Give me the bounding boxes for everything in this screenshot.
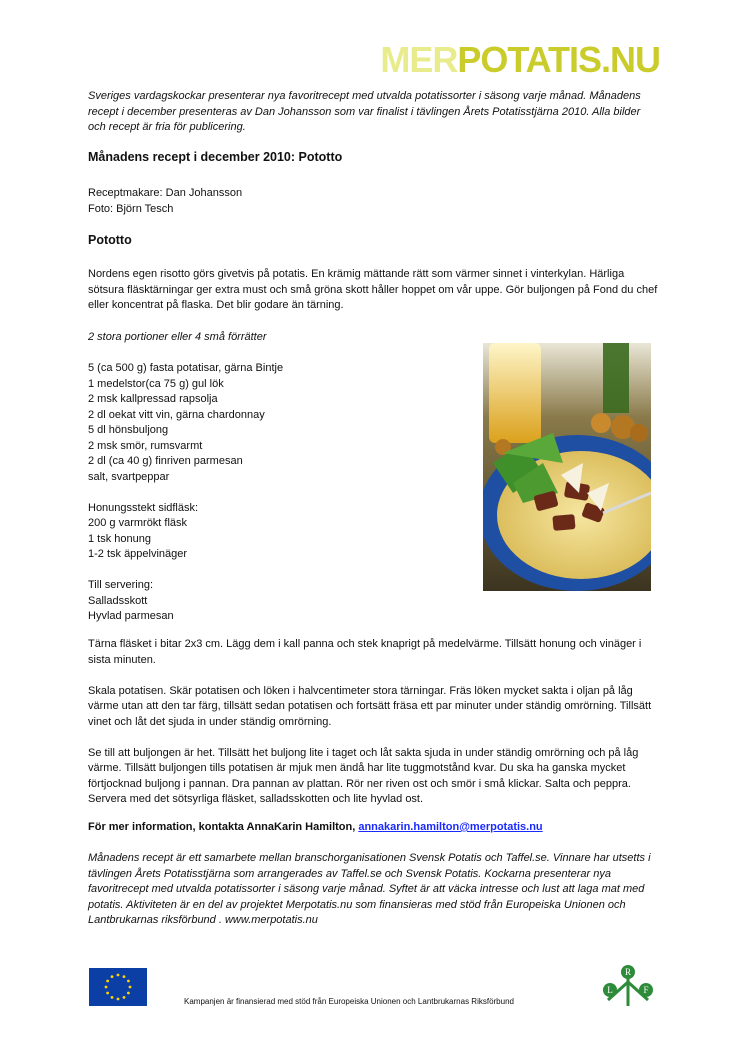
credits [88,186,660,217]
serving-heading: Till servering: [88,579,153,591]
logo-nu: .NU [601,39,660,80]
page-title: Månadens recept i december 2010: Pototto [88,150,343,164]
photo-line [88,202,660,218]
lrf-letter-r: R [624,967,632,977]
recipe-name: Pototto [88,233,132,247]
lrf-letter-f: F [643,985,649,995]
photo-label: Foto: [88,202,114,215]
portions: 2 stora portioner eller 4 små förrätter [88,331,267,343]
contact-line [88,820,660,836]
recipe-description: Nordens egen risotto görs givetvis på potatis. En krämig mättande rätt som värmer sinnet i vinterkylan. Härliga sötsura fläsktärningar ger extra must och små gröna skott håller hoppet om vår uppe. Gör buljongen på Fond du chef eller koncentrat på flaska. Det blir godare än tärning. [88,268,658,311]
step-paragraph: Skala potatisen. Skär potatisen och löken i halvcentimeter stora tärningar. Fräs löken mycket sakta i oljan på låg värme utan att den tar färg, tillsätt sedan potatisen och fortsätt fräsa ett par minuter under ständig omrörning. Tillsätt vinet och låt det sjuda in under ständig omrörning. [88,684,652,728]
ingredient-item: 2 dl (ca 40 g) finriven parmesan [88,455,243,467]
recipe-photo-illustration [483,343,651,591]
bacon-item: 1 tsk honung [88,532,151,545]
recipe-photo [483,343,651,591]
ingredient-item: 1 medelstor(ca 75 g) gul lök [88,377,224,390]
serving-item: Salladsskott [88,594,148,607]
lrf-logo-icon [598,962,658,1010]
contact-text: För mer information, kontakta AnnaKarin Hamilton, [88,821,359,833]
logo-potatis: POTATIS [457,39,601,80]
ingredient-item: salt, svartpeppar [88,470,170,483]
bacon-item: 1-2 tsk äppelvinäger [88,548,188,560]
funding-note: Kampanjen är finansierad med stöd från Europeiska Unionen och Lantbrukarnas Riksförbund [184,997,514,1006]
step-paragraph: Se till att buljongen är het. Tillsätt het buljong lite i taget och låt sakta sjuda in under ständig omrörning och på låg värme. Tillsätt buljongen tills potatisen är mjuk men ändå har lite tuggmotstånd kvar. Du ska ha ganska mycket förtjocknad buljong i pannan. Dra pannan av plattan. Rör ner riven ost och smör i små klickar. Salta och peppra. Servera med det sötsyrliga fläsket, salladsskotten och lite hyvlad ost. [88,746,639,805]
lrf-letter-l: L [607,985,613,995]
ingredient-item: 2 msk kallpressad rapsolja [88,393,218,405]
ingredient-item: 2 dl oekat vitt vin, gärna chardonnay [88,408,265,421]
ingredient-item: 5 dl hönsbuljong [88,424,169,436]
contact-email-link[interactable]: annakarin.hamilton@merpotatis.nu [358,821,543,833]
intro-paragraph: Sveriges vardagskockar presenterar nya favoritrecept med utvalda potatissorter i säsong varje månad. Månadens recept i december presenteras av Dan Johansson som var finalist i tävlingen Årets Potatisstjärna 2010. Alla bilder och recept är fria för publicering. [88,90,641,133]
step-paragraph: Tärna fläsket i bitar 2x3 cm. Lägg dem i kall panna och stek knaprigt på medelvärme. Tillsätt honung och vinäger i sista minuten. [88,638,642,666]
ingredients-list [88,361,468,625]
eu-flag-icon [89,968,147,1006]
bacon-item: 200 g varmrökt fläsk [88,517,188,529]
bacon-heading: Honungsstekt sidfläsk: [88,501,199,514]
footer-paragraph: Månadens recept är ett samarbete mellan branschorganisationen Svensk Potatis och Taffel.se. Vinnare har utsetts i tävlingen Årets Potatisstjärna som arrangerades av Taffel.se och Svensk Potatis. Kockarna presenterar nya favoritrecept med utvalda potatissorter i säsong varje månad. Syftet är att väcka intresse och lust att laga mat med potatis. Aktiviteten är en del av projektet Merpotatis.nu som finansieras med stöd från Europeiska Unionen och Lantbrukarnas riksförbund . www.merpotatis.nu [88,852,651,926]
author-label: Receptmakare: [88,187,163,199]
ingredient-item: 5 (ca 500 g) fasta potatisar, gärna Bintje [88,362,284,374]
ingredient-item: 2 msk smör, rumsvarmt [88,439,203,452]
logo-mer: MER [380,39,458,80]
photographer-name: Björn Tesch [116,202,174,215]
author-name: Dan Johansson [165,187,243,199]
author-line [88,186,660,202]
recipe-steps [88,637,660,823]
serving-item: Hyvlad parmesan [88,610,174,622]
merpotatis-logo [380,39,660,80]
